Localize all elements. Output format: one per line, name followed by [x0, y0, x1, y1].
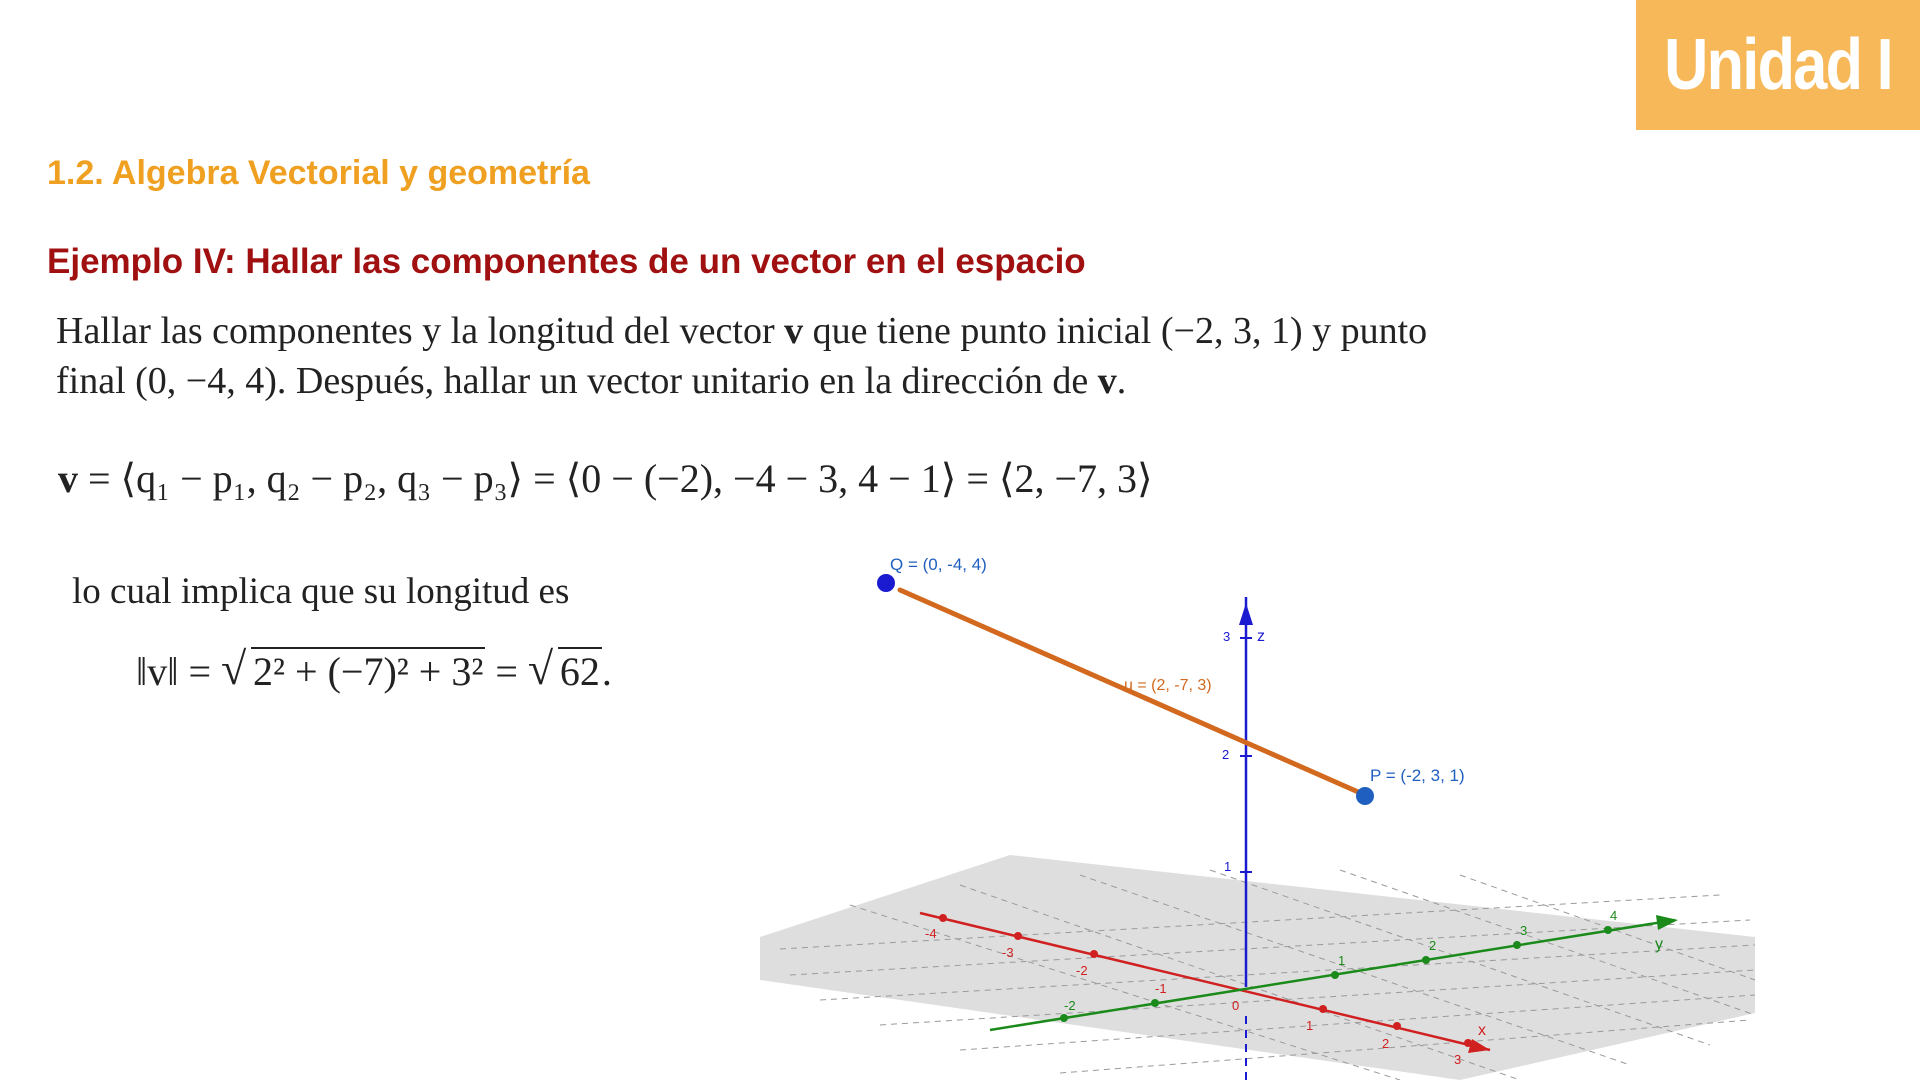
components-formula — [58, 455, 1153, 502]
vector-3d-graph — [760, 545, 1760, 1080]
x-tick--2: -2 — [1076, 963, 1088, 978]
z-tick-3: 3 — [1223, 629, 1231, 644]
implies-text: lo cual implica que su longitud es — [72, 571, 570, 612]
z-tick-2: 2 — [1222, 747, 1230, 762]
point-q-label: Q = (0, -4, 4) — [890, 555, 987, 574]
sqrt-2 — [528, 648, 602, 695]
y-tick-4: 4 — [1610, 908, 1618, 923]
point-q — [877, 574, 895, 592]
norm-eq1: = — [188, 649, 222, 694]
x-tick-3: 3 — [1454, 1052, 1462, 1067]
z-axis-arrow — [1239, 603, 1253, 625]
norm-end: . — [601, 649, 612, 694]
x-tick--3: -3 — [1002, 945, 1014, 960]
radicand-1: 2² + (−7)² + 3² — [253, 649, 484, 694]
y-tick-2: 2 — [1429, 938, 1437, 953]
example-title: Ejemplo IV: Hallar las componentes de un vector en el espacio — [47, 242, 1086, 281]
problem-line2-b: . — [1116, 360, 1127, 402]
y-tick-3: 3 — [1520, 923, 1528, 938]
formula-body: = ⟨q₁ − p₁, q₂ − p₂, q₃ − p₃⟩ = ⟨0 − (−2), −4 − 3, 4 − 1⟩ = ⟨2, −7, 3⟩ — [78, 456, 1153, 501]
point-p — [1356, 787, 1374, 805]
problem-vector-v2: v — [1097, 360, 1117, 402]
sqrt-1 — [221, 648, 485, 695]
norm-formula — [136, 648, 612, 695]
x-tick-0: 0 — [1232, 998, 1240, 1013]
section-title: 1.2. Algebra Vectorial y geometría — [47, 154, 590, 192]
y-tick--2: -2 — [1064, 998, 1076, 1013]
norm-lhs: ‖v‖ — [136, 649, 179, 694]
problem-vector-v: v — [784, 310, 804, 352]
z-axis-label: z — [1257, 628, 1265, 645]
x-tick-1: 1 — [1306, 1018, 1314, 1033]
problem-line2-a: final (0, −4, 4). Después, hallar un vector unitario en la dirección de — [56, 360, 1098, 402]
x-tick--1: -1 — [1155, 981, 1167, 996]
x-tick-2: 2 — [1382, 1036, 1390, 1051]
point-p-label: P = (-2, 3, 1) — [1370, 766, 1465, 785]
y-axis-label: y — [1655, 936, 1663, 953]
problem-line1-a: Hallar las componentes y la longitud del vector — [56, 310, 785, 352]
problem-line1-b: que tiene punto inicial (−2, 3, 1) y punto — [803, 310, 1428, 352]
x-tick--4: -4 — [925, 926, 937, 941]
unit-badge — [1636, 0, 1920, 130]
formula-lhs: v — [58, 456, 78, 501]
problem-statement — [56, 306, 1616, 406]
z-tick-1: 1 — [1224, 859, 1232, 874]
vector-u-label: u = (2, -7, 3) — [1124, 677, 1212, 694]
xy-plane — [760, 855, 1755, 1080]
x-axis-label: x — [1478, 1022, 1486, 1039]
norm-eq2: = — [495, 649, 528, 694]
y-tick-1: 1 — [1338, 953, 1346, 968]
unit-badge-label: Unidad I — [1664, 25, 1892, 105]
radicand-2: 62 — [559, 649, 600, 694]
